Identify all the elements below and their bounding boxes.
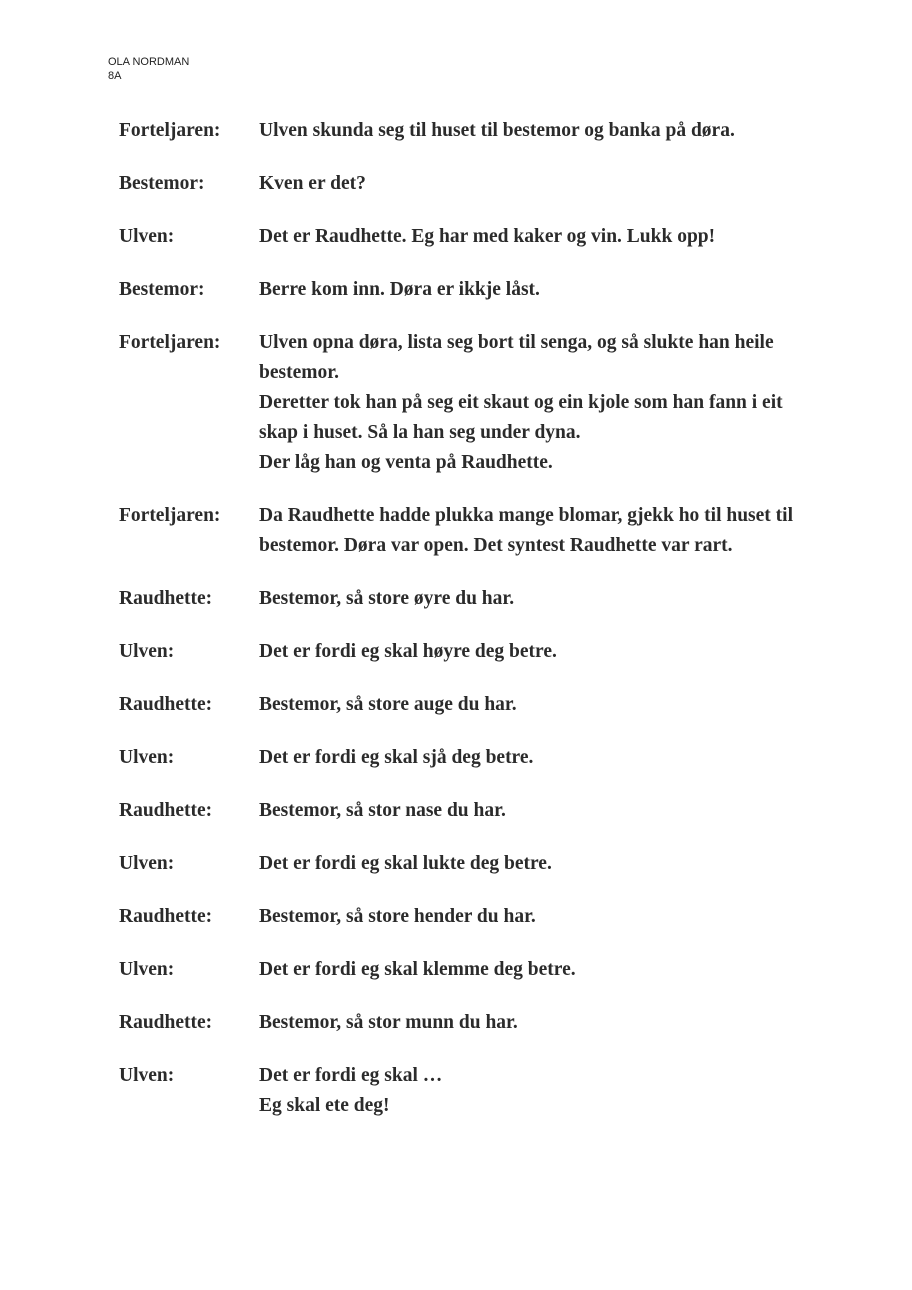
dialogue-row — [119, 275, 839, 305]
speech-text — [259, 501, 839, 561]
speaker-name: Raudhette: — [119, 800, 213, 821]
speech-line: Det er fordi eg skal sjå deg betre. — [259, 747, 534, 768]
speaker-name: Raudhette: — [119, 694, 213, 715]
speech-line: Da Raudhette hadde plukka mange blomar, gjekk ho til huset til — [259, 505, 793, 526]
speaker-name: Forteljaren: — [119, 120, 221, 141]
dialogue-row — [119, 584, 839, 614]
dialogue-row — [119, 222, 839, 252]
speech-text — [259, 275, 839, 305]
speech-line: Bestemor, så stor nase du har. — [259, 800, 506, 821]
speech-line: Bestemor, så store øyre du har. — [259, 588, 515, 609]
speech-line: Ulven opna døra, lista seg bort til senga, og så slukte han heile — [259, 332, 774, 353]
speech-line: bestemor. — [259, 362, 339, 383]
speech-line: bestemor. Døra var open. Det syntest Raudhette var rart. — [259, 535, 733, 556]
speech-line: Bestemor, så store hender du har. — [259, 906, 536, 927]
speech-text — [259, 169, 839, 199]
speaker-name: Ulven: — [119, 747, 175, 768]
dialogue-row — [119, 902, 839, 932]
speech-text — [259, 796, 839, 826]
speech-line: Bestemor, så store auge du har. — [259, 694, 517, 715]
dialogue-row — [119, 328, 839, 478]
class-label: 8A — [108, 70, 122, 82]
speech-line: Kven er det? — [259, 173, 366, 194]
speech-text — [259, 902, 839, 932]
speech-text — [259, 637, 839, 667]
speech-line: Ulven skunda seg til huset til bestemor og banka på døra. — [259, 120, 735, 141]
speaker-name: Raudhette: — [119, 1012, 213, 1033]
speech-text — [259, 1061, 839, 1121]
dialogue-row — [119, 743, 839, 773]
dialogue-row — [119, 116, 839, 146]
speech-text — [259, 328, 839, 478]
speech-line: Det er fordi eg skal … — [259, 1065, 443, 1086]
speaker-name: Forteljaren: — [119, 505, 221, 526]
speaker-name: Bestemor: — [119, 279, 205, 300]
speech-line: Der låg han og venta på Raudhette. — [259, 452, 553, 473]
speaker-name: Ulven: — [119, 853, 175, 874]
speech-line: Det er fordi eg skal klemme deg betre. — [259, 959, 576, 980]
speech-line: Det er Raudhette. Eg har med kaker og vin. Lukk opp! — [259, 226, 716, 247]
speaker-name: Raudhette: — [119, 906, 213, 927]
author-name: OLA NORDMAN — [108, 56, 190, 68]
speaker-name: Forteljaren: — [119, 332, 221, 353]
speech-line: Eg skal ete deg! — [259, 1095, 390, 1116]
speech-text — [259, 222, 839, 252]
dialogue-row — [119, 796, 839, 826]
speaker-name: Ulven: — [119, 226, 175, 247]
page-header — [108, 55, 189, 83]
dialogue-row — [119, 690, 839, 720]
dialogue-row — [119, 849, 839, 879]
speaker-name: Raudhette: — [119, 588, 213, 609]
dialogue-row — [119, 501, 839, 561]
dialogue-row — [119, 637, 839, 667]
speech-line: Deretter tok han på seg eit skaut og ein kjole som han fann i eit — [259, 392, 783, 413]
dialogue-script — [119, 116, 839, 1144]
speech-text — [259, 116, 839, 146]
speech-line: skap i huset. Så la han seg under dyna. — [259, 422, 581, 443]
dialogue-row — [119, 1061, 839, 1121]
speech-line: Det er fordi eg skal høyre deg betre. — [259, 641, 557, 662]
speech-text — [259, 743, 839, 773]
speech-text — [259, 690, 839, 720]
speech-text — [259, 849, 839, 879]
speech-text — [259, 955, 839, 985]
speech-line: Berre kom inn. Døra er ikkje låst. — [259, 279, 540, 300]
speech-line: Det er fordi eg skal lukte deg betre. — [259, 853, 552, 874]
speaker-name: Bestemor: — [119, 173, 205, 194]
dialogue-row — [119, 955, 839, 985]
speaker-name: Ulven: — [119, 1065, 175, 1086]
speech-text — [259, 1008, 839, 1038]
dialogue-row — [119, 1008, 839, 1038]
speaker-name: Ulven: — [119, 959, 175, 980]
dialogue-row — [119, 169, 839, 199]
speech-text — [259, 584, 839, 614]
speaker-name: Ulven: — [119, 641, 175, 662]
speech-line: Bestemor, så stor munn du har. — [259, 1012, 518, 1033]
